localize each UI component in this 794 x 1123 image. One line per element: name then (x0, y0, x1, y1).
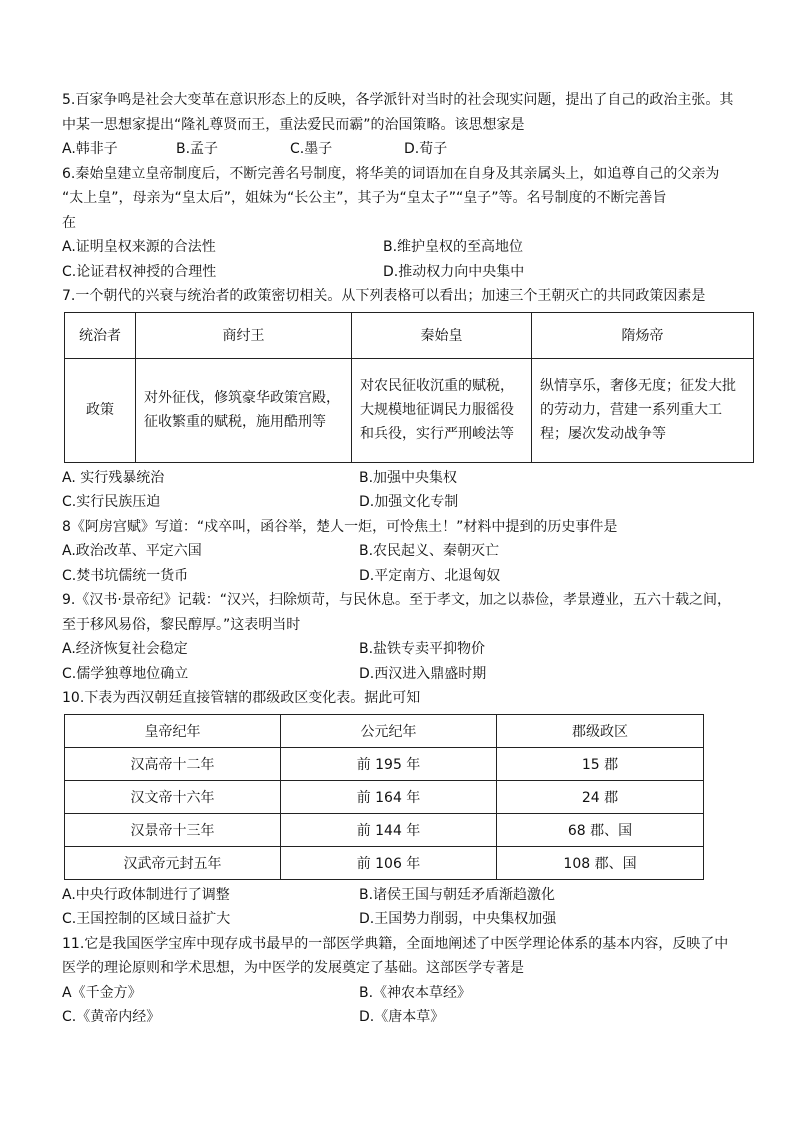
option-a: A.中央行政体制进行了调整 (62, 886, 230, 903)
table-row (65, 747, 704, 780)
option-a: A.韩非子 (62, 141, 118, 157)
exam-page (62, 88, 754, 1030)
question-stem-line: 8《阿房宫赋》写道：“戍卒叫，函谷举，楚人一炬，可怜焦土！”材料中提到的历史事件是 (62, 518, 618, 535)
option-a: A《千金方》 (62, 984, 142, 1001)
table-cell: 汉武帝元封五年 (65, 846, 281, 879)
table-cell: 对农民征收沉重的赋税，大规模地征调民力服徭役和兵役，实行严刑峻法等 (352, 358, 532, 462)
options-row (62, 235, 754, 260)
options-row (62, 539, 754, 564)
question-7 (62, 284, 754, 515)
question-stem-line: 9.《汉书·景帝纪》记载：“汉兴，扫除烦苛，与民休息。至于孝文，加之以恭俭，孝景遵业，五六十载之间， (62, 592, 732, 608)
option-d: D.平定南方、北退匈奴 (359, 567, 501, 584)
table-row (65, 846, 704, 879)
options-row (62, 907, 754, 932)
option-c: C.墨子 (290, 141, 333, 157)
table-cell: 前 164 年 (281, 780, 497, 813)
option-d: D.王国势力削弱，中央集权加强 (359, 911, 557, 927)
table-cell: 汉高帝十二年 (65, 747, 281, 780)
option-c: C.王国控制的区域日益扩大 (62, 911, 231, 927)
options-row (62, 490, 754, 515)
options-row (62, 564, 754, 589)
table-header-row (65, 714, 704, 747)
option-b: B.维护皇权的至高地位 (383, 239, 524, 255)
options-row (62, 466, 754, 491)
option-b: B.加强中央集权 (359, 469, 458, 486)
table-row (65, 358, 754, 462)
question-8 (62, 515, 754, 589)
option-b: B.《神农本草经》 (359, 984, 472, 1001)
option-a: A.经济恢复社会稳定 (62, 641, 188, 657)
table-cell: 108 郡、国 (497, 846, 704, 879)
options-row (62, 637, 754, 662)
option-d: D.推动权力向中央集中 (383, 263, 525, 280)
option-c: C.实行民族压迫 (62, 494, 161, 510)
option-c: C.论证君权神授的合理性 (62, 263, 217, 280)
options-row (62, 883, 754, 908)
option-b: B.农民起义、秦朝灭亡 (359, 543, 500, 559)
option-b: B.孟子 (176, 141, 219, 157)
option-b: B.盐铁专卖平抑物价 (359, 641, 486, 657)
table-cell: 汉景帝十三年 (65, 813, 281, 846)
question-11 (62, 932, 754, 1030)
table-header-cell: 皇帝纪年 (65, 714, 281, 747)
option-d: D.加强文化专制 (359, 494, 459, 510)
options-row (62, 662, 754, 687)
question-stem-line: 中某一思想家提出“隆礼尊贤而王，重法爱民而霸”的治国策略。该思想家是 (62, 116, 525, 133)
option-d: D.荀子 (404, 141, 448, 157)
table-cell: 纵情享乐，奢侈无度；征发大批的劳动力，营建一系列重大工程；屡次发动战争等 (532, 358, 754, 462)
question-10 (62, 686, 754, 932)
options-row (62, 260, 754, 285)
question-stem-line: 6.秦始皇建立皇帝制度后，不断完善名号制度，将华美的词语加在自身及其亲属头上，如追尊自己的父亲为 (62, 165, 720, 182)
option-c: C.《黄帝内经》 (62, 1009, 161, 1025)
rulers-policy-table (64, 312, 754, 463)
table-header-row (65, 312, 754, 358)
question-6 (62, 162, 754, 285)
prefecture-change-table (64, 714, 704, 880)
question-stem-line: 11.它是我国医学宝库中现存成书最早的一部医学典籍，全面地阐述了中医学理论体系的基本内容，反映了中 (62, 935, 729, 952)
table-header-cell: 隋炀帝 (532, 312, 754, 358)
option-c: C.儒学独尊地位确立 (62, 665, 189, 682)
question-stem-line: 至于移风易俗，黎民醇厚。”这表明当时 (62, 616, 301, 633)
question-9 (62, 588, 754, 686)
question-stem-line: 5.百家争鸣是社会大变革在意识形态上的反映，各学派针对当时的社会现实问题，提出了自己的政治主张。其 (62, 92, 734, 108)
table-cell: 68 郡、国 (497, 813, 704, 846)
table-row (65, 813, 704, 846)
table-row-label: 政策 (65, 358, 136, 462)
options-row (62, 981, 754, 1006)
table-cell: 15 郡 (497, 747, 704, 780)
table-cell: 汉文帝十六年 (65, 780, 281, 813)
table-cell: 24 郡 (497, 780, 704, 813)
option-a: A.政治改革、平定六国 (62, 543, 202, 559)
table-cell: 前 195 年 (281, 747, 497, 780)
options-row (62, 137, 754, 162)
option-b: B.诸侯王国与朝廷矛盾渐趋激化 (359, 886, 556, 903)
table-header-cell: 商纣王 (136, 312, 352, 358)
table-header-cell: 统治者 (65, 312, 136, 358)
question-stem-line: 10.下表为西汉朝廷直接管辖的郡级政区变化表。据此可知 (62, 690, 421, 706)
option-c: C.焚书坑儒统一货币 (62, 567, 189, 584)
table-cell: 对外征伐，修筑豪华政策宫殿，征收繁重的赋税，施用酷刑等 (136, 358, 352, 462)
question-stem-line: 在 (62, 214, 76, 231)
question-5 (62, 88, 754, 162)
question-stem-line: 7.一个朝代的兴衰与统治者的政策密切相关。从下列表格可以看出；加速三个王朝灭亡的共同政策因素是 (62, 288, 706, 304)
table-header-cell: 秦始皇 (352, 312, 532, 358)
table-header-cell: 公元纪年 (281, 714, 497, 747)
question-stem-line: 医学的理论原则和学术思想，为中医学的发展奠定了基础。这部医学专著是 (62, 960, 524, 976)
option-a: A.证明皇权来源的合法性 (62, 239, 216, 255)
options-row (62, 1005, 754, 1030)
question-stem-line: “太上皇”，母亲为“皇太后”，姐妹为“长公主”，其子为“皇太子”“皇子”等。名号制度的不断完善旨 (62, 190, 667, 206)
option-d: D.西汉进入鼎盛时期 (359, 665, 487, 682)
table-row (65, 780, 704, 813)
option-a: A. 实行残暴统治 (62, 469, 165, 486)
option-d: D.《唐本草》 (359, 1009, 445, 1025)
table-cell: 前 144 年 (281, 813, 497, 846)
table-header-cell: 郡级政区 (497, 714, 704, 747)
table-cell: 前 106 年 (281, 846, 497, 879)
